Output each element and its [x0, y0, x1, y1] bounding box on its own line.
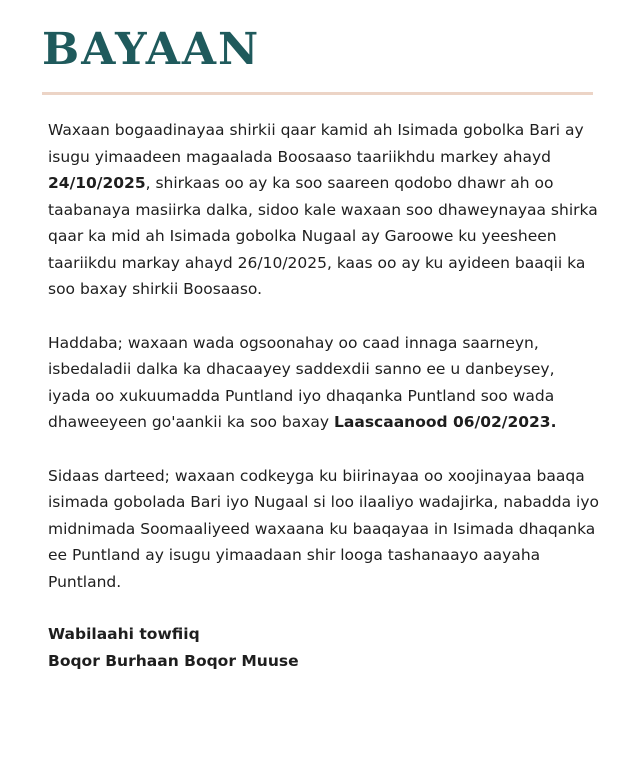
paragraph-2	[48, 330, 600, 436]
paragraph-1-date-boosaaso: 24/10/2025	[48, 174, 146, 192]
page-title: BAYAAN	[42, 24, 261, 75]
paragraph-1	[48, 117, 600, 303]
paragraph-1-text-a: Waxaan bogaadinayaa shirkii qaar kamid ah Isimada gobolka Bari ay isugu yimaadeen magaalada Boosaaso taariikhdu markey ahayd	[48, 121, 584, 166]
paragraph-3-text: Sidaas darteed; waxaan codkeyga ku biirinayaa oo xoojinayaa baaqa isimada gobolada Bari iyo Nugaal si loo ilaaliyo wadajirka, nabadda iyo midnimada Soomaaliyeed waxaana ku baaqayaa in Isimada dhaqanka ee Puntland ay isugu yimaadaan shir looga tashanaayo aayaha Puntland.	[48, 466, 599, 591]
paragraph-2-text-a: Haddaba; waxaan wada ogsoonahay oo caad innaga saarneyn, isbedaladii dalka ka dhacaayey saddexdii sanno ee u danbeysey, iyada oo xukuumadda Puntland iyo dhaqanka Puntland soo wada dhaweeyeen go'aankii ka soo baxay	[48, 333, 555, 431]
paragraph-2-laascaanood-date: Laascaanood 06/02/2023.	[334, 413, 557, 431]
statement-body	[48, 117, 600, 675]
title-divider	[42, 92, 593, 95]
paragraph-3	[48, 463, 600, 596]
closing-line: Wabilaahi towfiiq	[48, 625, 200, 643]
signature-name: Boqor Burhaan Boqor Muuse	[48, 652, 299, 670]
paragraph-1-text-b: , shirkaas oo ay ka soo saareen qodobo dhawr ah oo taabanaya masiirka dalka, sidoo kale waxaan soo dhaweynayaa shirka qaar ka mid ah Isimada gobolka Nugaal ay Garoowe ku yeesheen taariikdu markay ahayd 26/10/2025, kaas oo ay ku ayideen baaqii ka soo baxay shirkii Boosaaso.	[48, 174, 598, 298]
